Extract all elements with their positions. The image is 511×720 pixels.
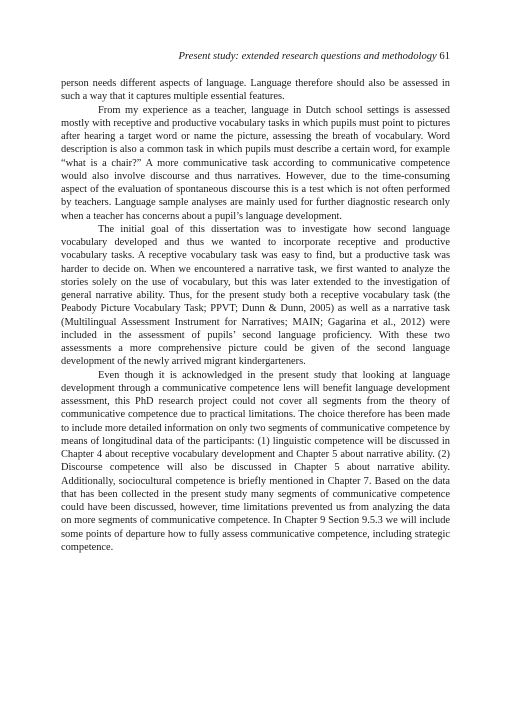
body-text xyxy=(61,77,450,554)
page-number: 61 xyxy=(439,51,450,62)
paragraph: From my experience as a teacher, language in Dutch school settings is assessed mostly with receptive and productive vocabulary tasks in which pupils must point to pictures after hearing a target word or name the picture, assessing the breath of vocabulary. Word description is also a common task in which pupils must describe a certain word, for example “what is a chair?” A more communicative task according to communicative competence would also involve discourse and thus narratives. However, due to the time-consuming aspect of the evaluation of spontaneous discourse this is a test which is not often performed by teachers. Language sample analyses are mainly used for further diagnostic research only when a teacher has concerns about a pupil’s language development. xyxy=(61,104,450,222)
paragraph: person needs different aspects of language. Language therefore should also be assessed in such a way that it captures multiple essential features. xyxy=(61,78,450,103)
paragraph: The initial goal of this dissertation was to investigate how second language vocabulary developed and thus we wanted to incorporate receptive and productive vocabulary tasks. A receptive vocabulary task was easy to find, but a productive task was harder to decide on. When we encountered a narrative task, we first wanted to analyze the stories solely on the use of vocabulary, but this was later extended to the investigation of general narrative ability. Thus, for the present study both a receptive vocabulary task (the Peabody Picture Vocabulary Task; PPVT; Dunn & Dunn, 2005) as well as a narrative task (Multilingual Assessment Instrument for Narratives; MAIN; Gagarina et al., 2012) were included in the assessment of pupils’ second language proficiency. With these two assessments a more comprehensive picture could be given of the second language development of the newly arrived migrant kindergarteners. xyxy=(61,223,450,368)
running-header xyxy=(178,50,450,63)
paragraph: Even though it is acknowledged in the present study that looking at language development through a communicative competence lens will benefit language development assessment, this PhD research project could not cover all segments from the theory of communicative competence due to practical limitations. The choice therefore has been made to include more detailed information on only two segments of communicative competence by means of longitudinal data of the participants: (1) linguistic competence will be discussed in Chapter 4 about receptive vocabulary development and Chapter 5 about narrative ability. (2) Discourse competence will also be discussed in Chapter 5 about narrative ability. Additionally, sociocultural competence is briefly mentioned in Chapter 7. Based on the data that has been collected in the present study many segments of communicative competence could have been discussed, however, time limitations prevented us from analyzing the data on more segments of communicative competence. In Chapter 9 Section 9.5.3 we will include some points of departure how to fully assess communicative competence, including strategic competence. xyxy=(61,369,450,553)
running-header-title: Present study: extended research questions and methodology xyxy=(178,51,437,62)
